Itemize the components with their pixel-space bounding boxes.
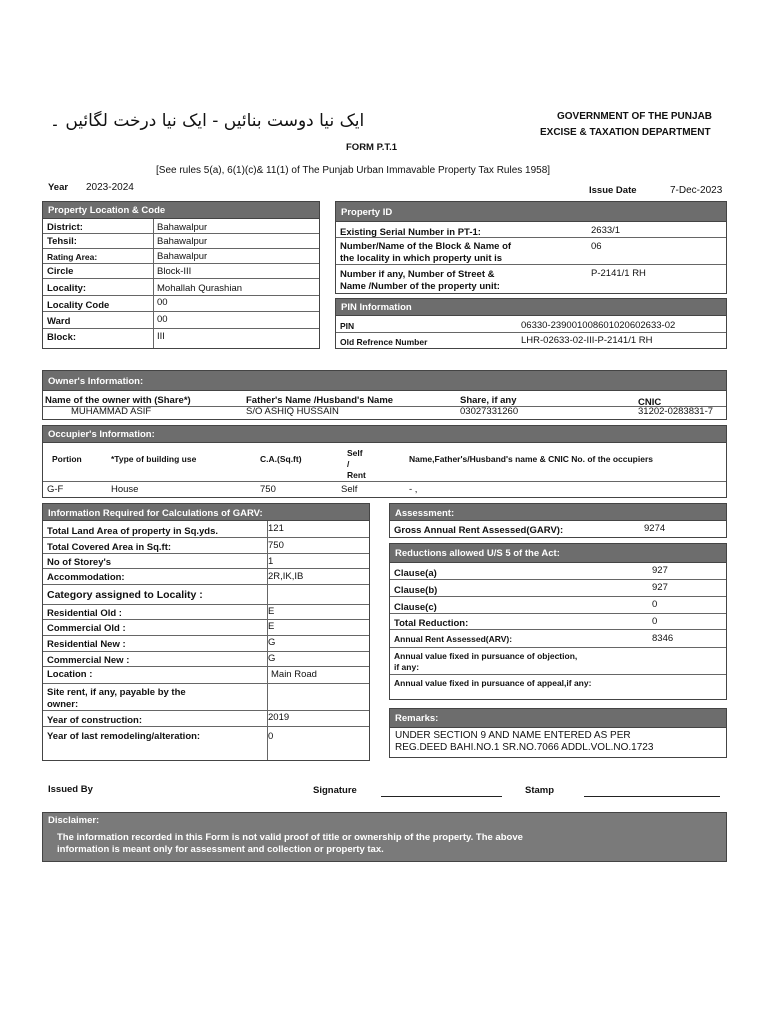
- owner-share: 03027331260: [460, 406, 519, 417]
- occupier-col-name: Name,Father's/Husband's name & CNIC No. of the occupiers: [409, 454, 653, 464]
- occupier-col-portion: Portion: [52, 454, 82, 464]
- garv-label: Gross Annual Rent Assessed(GARV):: [394, 525, 564, 536]
- owner-father: S/O ASHIQ HUSSAIN: [246, 406, 339, 417]
- occupier-portion: G-F: [47, 484, 64, 495]
- total-reduction-row: Total Reduction: 0: [390, 614, 726, 630]
- owner-header: Owner's Information:: [43, 371, 726, 391]
- disclaimer-line-2: information is meant only for assessment and collection or property tax.: [57, 844, 384, 855]
- reductions-header: Reductions allowed U/S 5 of the Act:: [390, 544, 726, 563]
- disclaimer-line-1: The information recorded in this Form is not valid proof of title or ownership of the property. The above: [57, 832, 523, 843]
- assessment-header: Assessment:: [390, 504, 726, 521]
- owner-col-cnic: CNIC: [638, 397, 662, 408]
- occupier-col-self: Self: [347, 448, 363, 458]
- objection-row: Annual value fixed in pursuance of objection, if any:: [390, 648, 726, 675]
- location-row-locality: Locality: Mohallah Qurashian: [43, 279, 319, 296]
- garv-value: 9274: [644, 523, 666, 534]
- remarks-line-1: UNDER SECTION 9 AND NAME ENTERED AS PER: [395, 730, 631, 741]
- occupier-self: Self: [341, 484, 358, 495]
- occupier-col-type: *Type of building use: [111, 454, 197, 464]
- remarks-section: [389, 708, 727, 758]
- remarks-line-2: REG.DEED BAHI.NO.1 SR.NO.7066 ADDL.VOL.NO.1723: [395, 742, 654, 753]
- residential-new-row: Residential New : G: [43, 636, 369, 652]
- year-construction-row: Year of construction: 2019: [43, 711, 369, 727]
- category-row: Category assigned to Locality :: [43, 585, 369, 605]
- urdu-slogan: ایک نیا دوست بنائیں - ایک نیا درخت لگائیں ۔: [50, 111, 365, 131]
- government-title: GOVERNMENT OF THE PUNJAB: [557, 111, 713, 122]
- location-row-ward: Ward 00: [43, 312, 319, 329]
- signature-line: [381, 796, 502, 797]
- issue-date-value: 7-Dec-2023: [670, 185, 723, 196]
- occupier-name: - ,: [409, 484, 418, 495]
- pin-section: [335, 298, 727, 349]
- location-row-circle: Circle Block-III: [43, 264, 319, 279]
- remarks-header: Remarks:: [390, 709, 726, 728]
- owner-col-share: Share, if any: [460, 395, 517, 406]
- form-title: FORM P.T.1: [346, 142, 398, 153]
- disclaimer-title: Disclaimer:: [48, 815, 100, 826]
- property-id-header: Property ID: [336, 202, 726, 222]
- reductions-section: [389, 543, 727, 700]
- stamp-label: Stamp: [525, 785, 555, 796]
- owner-col-father: Father's Name /Husband's Name: [246, 395, 394, 406]
- appeal-row: Annual value fixed in pursuance of appeal,if any:: [394, 678, 592, 688]
- clause-c-row: Clause(c) 0: [390, 597, 726, 614]
- location-row-locality-code: Locality Code 00: [43, 296, 319, 312]
- property-location-section: [42, 201, 320, 349]
- rules-reference: [See rules 5(a), 6(1)(c)& 11(1) of The Punjab Urban Immavable Property Tax Rules 1958]: [156, 165, 551, 176]
- owner-col-name: Name of the owner with (Share*): [45, 395, 191, 406]
- commercial-old-row: Commercial Old : E: [43, 620, 369, 636]
- owner-cnic: 31202-0283831-7: [638, 406, 714, 417]
- pin-header: PIN Information: [336, 299, 726, 316]
- occupier-col-ca: C.A.(Sq.ft): [260, 454, 302, 464]
- location-row: Location : Main Road: [43, 667, 369, 684]
- location-row-block: Block: III: [47, 331, 165, 343]
- clause-b-row: Clause(b) 927: [390, 580, 726, 597]
- signature-label: Signature: [313, 785, 357, 796]
- pin-row: PIN 06330-239001008601020602633-02: [336, 316, 726, 333]
- disclaimer-section: [42, 812, 727, 862]
- remodel-row: Year of last remodeling/alteration: 0: [47, 731, 274, 742]
- site-rent-row: Site rent, if any, payable by the owner:: [43, 684, 369, 711]
- land-area-row: Total Land Area of property in Sq.yds. 121: [43, 521, 369, 538]
- department-title: EXCISE & TAXATION DEPARTMENT: [540, 127, 711, 138]
- occupier-header: Occupier's Information:: [43, 426, 726, 443]
- stamp-line: [584, 796, 720, 797]
- serial-number-row: Existing Serial Number in PT-1: 2633/1: [336, 222, 726, 238]
- block-locality-row: Number/Name of the Block & Name of the locality in which property unit is 06: [336, 238, 726, 265]
- property-id-section: [335, 201, 727, 294]
- arv-row: Annual Rent Assessed(ARV): 8346: [390, 630, 726, 648]
- residential-old-row: Residential Old : E: [43, 605, 369, 620]
- owner-name: MUHAMMAD ASIF: [71, 406, 152, 417]
- old-reference-row: Old Refrence Number LHR-02633-02-III-P-2141/1 RH: [340, 335, 653, 347]
- location-row-tehsil: Tehsil: Bahawalpur: [43, 234, 319, 249]
- street-unit-row: Number if any, Number of Street & Name /Number of the property unit: P-2141/1 RH: [340, 268, 646, 292]
- occupier-ca: 750: [260, 484, 276, 495]
- commercial-new-row: Commercial New : G: [43, 652, 369, 667]
- occupier-section: Occupier's Information: Portion *Type of building use C.A.(Sq.ft) Self / Rent Name,Father's/Husband's name & CNIC No. of the occupiers G-F House 750 Self - ,: [42, 425, 727, 498]
- occupier-type: House: [111, 484, 139, 495]
- garv-section: [42, 503, 370, 761]
- location-row-rating-area: Rating Area: Bahawalpur: [43, 249, 319, 264]
- issued-by-label: Issued By: [48, 784, 93, 795]
- covered-area-row: Total Covered Area in Sq.ft: 750: [43, 538, 369, 554]
- accommodation-row: Accommodation: 2R,IK,IB: [43, 569, 369, 585]
- garv-header: Information Required for Calculations of GARV:: [43, 504, 369, 521]
- issue-date-label: Issue Date: [589, 185, 637, 196]
- year-label: Year: [48, 182, 69, 193]
- storeys-row: No of Storey's 1: [43, 554, 369, 569]
- clause-a-row: Clause(a) 927: [390, 563, 726, 580]
- property-location-header: Property Location & Code: [43, 202, 319, 219]
- location-row-district: District: Bahawalpur: [43, 219, 319, 234]
- year-value: 2023-2024: [86, 182, 134, 193]
- owner-section: [42, 370, 727, 420]
- assessment-section: [389, 503, 727, 538]
